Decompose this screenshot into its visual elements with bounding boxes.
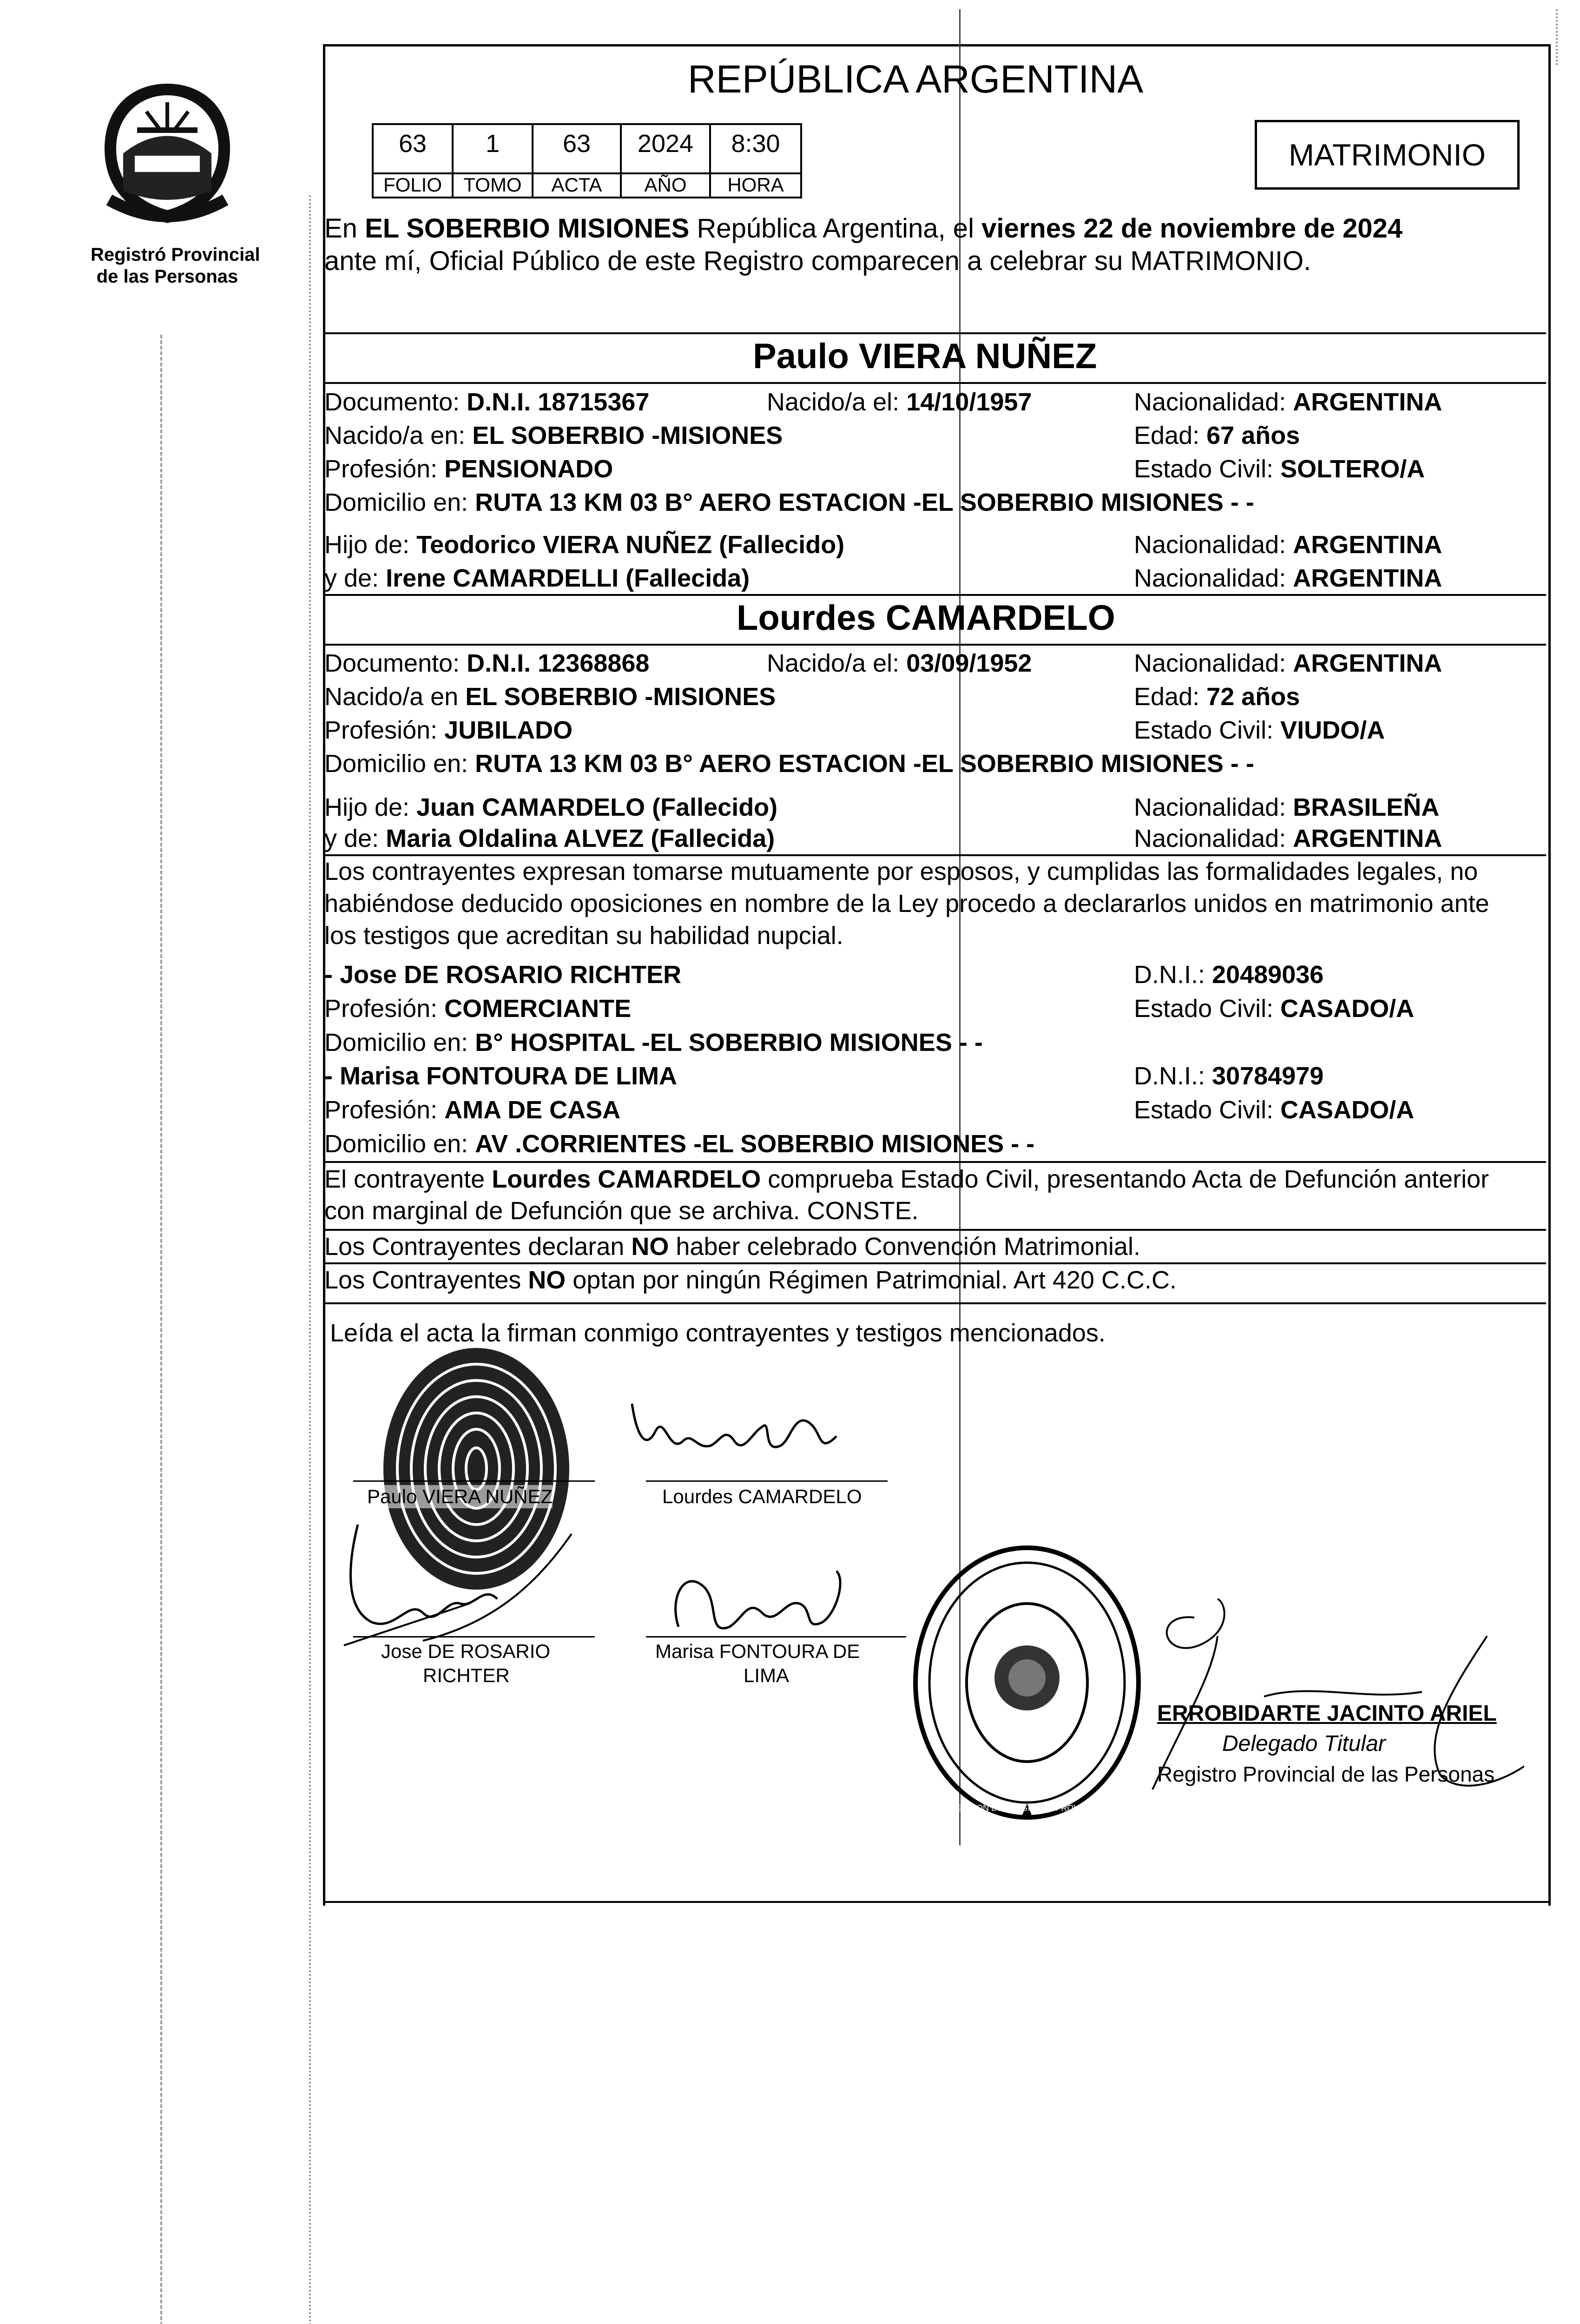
divider [323,1302,1546,1304]
acta-label: ACTA [532,172,622,198]
bride-profesion: Profesión: JUBILADO [324,716,573,744]
frame-bottom [323,1901,1548,1903]
groom-mother: y de: Irene CAMARDELLI (Fallecida) [324,564,750,592]
bride-father-nacionalidad: Nacionalidad: BRASILEÑA [1134,793,1440,821]
bride-edad: Edad: 72 años [1134,683,1300,711]
divider [323,382,1546,384]
bride-mother-nacionalidad: Nacionalidad: ARGENTINA [1134,825,1442,852]
official-org: Registro Provincial de las Personas [1157,1762,1495,1786]
hora-cell: 8:30 [709,123,802,174]
bride-documento: Documento: D.N.I. 12368868 [324,649,650,677]
official-seal-icon [906,1543,1148,1831]
anio-label: AÑO [620,172,711,198]
divider [323,644,1546,646]
signature-witness1-name-1: Jose DE ROSARIO [381,1640,551,1662]
groom-nacido-el: Nacido/a el: 14/10/1957 [767,388,1032,416]
margin-guide-right [1556,9,1558,65]
bride-nacido-el: Nacido/a el: 03/09/1952 [767,649,1032,677]
divider [323,594,1546,596]
folio-cell: 63 [372,123,454,174]
tomo-cell: 1 [452,123,533,174]
signature-bride-name: Lourdes CAMARDELO [662,1486,862,1507]
witness1-profesion: Profesión: COMERCIANTE [324,995,632,1023]
bride-name: Lourdes CAMARDELO [737,598,1115,638]
note-convention: Los Contrayentes declaran NO haber celebrado Convención Matrimonial. [324,1233,1140,1261]
signature-witness2-name-2: LIMA [744,1664,790,1686]
groom-father: Hijo de: Teodorico VIERA NUÑEZ (Fallecido) [324,531,845,559]
signature-bride-scribble [623,1376,855,1469]
bride-domicilio: Domicilio en: RUTA 13 KM 03 B° AERO ESTACION -EL SOBERBIO MISIONES - - [324,750,1254,778]
groom-documento: Documento: D.N.I. 18715367 [324,388,650,416]
divider [323,1161,1546,1163]
divider [323,854,1546,856]
document-type: MATRIMONIO [1288,138,1486,172]
groom-domicilio: Domicilio en: RUTA 13 KM 03 B° AERO ESTACION -EL SOBERBIO MISIONES - - [324,489,1254,516]
official-name: ERROBIDARTE JACINTO ARIEL [1157,1701,1497,1726]
witness2-name: - Marisa FONTOURA DE LIMA [324,1062,678,1090]
acta-cell: 63 [532,123,622,174]
registry-logo [91,74,244,232]
signature-line-bride [646,1480,888,1482]
intro-line-1: En EL SOBERBIO MISIONES República Argentina, el viernes 22 de noviembre de 2024 [324,213,1403,244]
groom-father-nacionalidad: Nacionalidad: ARGENTINA [1134,531,1442,559]
page-title: REPÚBLICA ARGENTINA [688,57,1144,101]
groom-nacionalidad: Nacionalidad: ARGENTINA [1134,388,1442,416]
signature-witness2-name-1: Marisa FONTOURA DE [655,1640,860,1662]
signature-witness1-name-2: RICHTER [423,1664,510,1686]
witness2-domicilio: Domicilio en: AV .CORRIENTES -EL SOBERBIO MISIONES - - [324,1130,1035,1158]
bride-mother: y de: Maria Oldalina ALVEZ (Fallecida) [324,825,775,852]
bride-father: Hijo de: Juan CAMARDELO (Fallecido) [324,793,778,821]
divider [323,332,1546,334]
groom-edad: Edad: 67 años [1134,422,1300,449]
hora-label: HORA [709,172,802,198]
signature-witness2-scribble [651,1543,874,1650]
divider [323,1229,1546,1231]
groom-mother-nacionalidad: Nacionalidad: ARGENTINA [1134,564,1442,592]
signature-line-groom [353,1480,595,1482]
note-civil-status-line-2: con marginal de Defunción que se archiva. CONSTE. [324,1197,919,1225]
witness1-estado-civil: Estado Civil: CASADO/A [1134,995,1415,1023]
groom-nacido-en: Nacido/a en: EL SOBERBIO -MISIONES [324,422,783,449]
note-regime: Los Contrayentes NO optan por ningún Régimen Patrimonial. Art 420 C.C.C. [324,1266,1177,1294]
signature-line-witness1 [353,1636,595,1637]
signature-witness1-scribble [330,1506,590,1655]
witness1-domicilio: Domicilio en: B° HOSPITAL -EL SOBERBIO MISIONES - - [324,1029,983,1056]
note-read: Leída el acta la firman conmigo contrayentes y testigos mencionados. [330,1319,1106,1347]
intro-line-2: ante mí, Oficial Público de este Registro comparecen a celebrar su MATRIMONIO. [324,246,1311,276]
witness2-profesion: Profesión: AMA DE CASA [324,1096,621,1124]
signature-line-witness2 [646,1636,906,1637]
anio-cell: 2024 [620,123,711,174]
witness2-dni: D.N.I.: 30784979 [1134,1062,1324,1090]
witness1-name: - Jose DE ROSARIO RICHTER [324,961,682,989]
groom-name: Paulo VIERA NUÑEZ [753,337,1097,376]
declaration-line-1: Los contrayentes expresan tomarse mutuamente por esposos, y cumplidas las formalidades legales, no [324,858,1478,885]
folio-label: FOLIO [372,172,454,198]
divider [323,1262,1546,1264]
note-civil-status-line-1: El contrayente Lourdes CAMARDELO comprueba Estado Civil, presentando Acta de Defunción anterior [324,1165,1489,1193]
signature-groom-name: Paulo VIERA NUÑEZ [367,1486,553,1507]
seal-text: DELEGACION DEL REGISTRO PROVINCIAL DE LAS PERSONAS - EL SOBERBIO [934,1803,1251,1813]
margin-guide-inner [309,195,311,2324]
province-shield-icon [91,74,244,232]
witness2-estado-civil: Estado Civil: CASADO/A [1134,1096,1415,1124]
bride-nacionalidad: Nacionalidad: ARGENTINA [1134,649,1442,677]
groom-profesion: Profesión: PENSIONADO [324,455,613,483]
official-title: Delegado Titular [1222,1731,1386,1756]
registry-name-line2: de las Personas [96,266,238,287]
document-type-box [1255,120,1520,190]
witness1-dni: D.N.I.: 20489036 [1134,961,1324,989]
declaration-line-2: habiéndose deducido oposiciones en nombre de la Ley procedo a declararlos unidos en matrimonio ante [324,890,1489,918]
groom-estado-civil: Estado Civil: SOLTERO/A [1134,455,1425,483]
tomo-label: TOMO [452,172,533,198]
margin-guide-left [160,335,162,2324]
registry-name-line1: Registró Provincial [91,244,260,265]
declaration-line-3: los testigos que acreditan su habilidad nupcial. [324,922,843,950]
bride-estado-civil: Estado Civil: VIUDO/A [1134,716,1385,744]
bride-nacido-en: Nacido/a en EL SOBERBIO -MISIONES [324,683,776,711]
